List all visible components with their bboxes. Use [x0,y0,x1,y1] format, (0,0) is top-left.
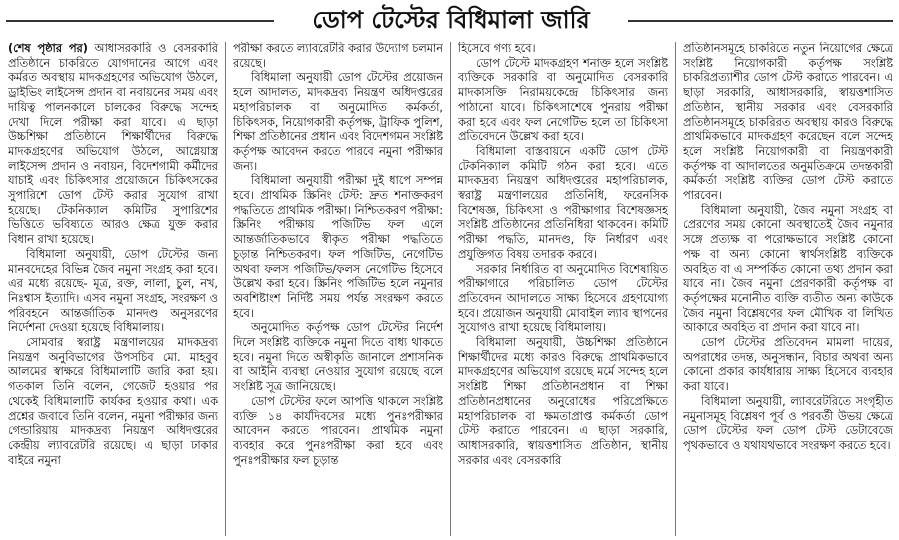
headline: ডোপ টেস্টের বিধিমালা জারি [312,6,590,34]
paragraph: বিধিমালা অনুযায়ী, ল্যাবরেটরিতে সংগৃহীত নমুনাসমূহ বিশ্লেষণ পূর্ব ও পরবর্তী উভয় ক্ষেত্রে ডোপ টেস্টের ফল ডোপ টেস্ট ডেটাবেজে পৃথকভাবে ও যথাযথভাবে সংরক্ষণ করতে হবে। [683,394,893,452]
paragraph: বিধিমালা অনুযায়ী পরীক্ষা দুই ধাপে সম্পন্ন হবে। প্রাথমিক স্ক্রিনিং টেস্ট: দ্রুত শনাক্তকরণ পদ্ধতিতে প্রাথমিক পরীক্ষা। নিশ্চিতকরণ পরীক্ষা: স্ক্রিনিং পরীক্ষায় পজিটিভ ফল এলে আন্তর্জাতিকভাবে স্বীকৃত পরীক্ষা পদ্ধতিতে চূড়ান্ত নিশ্চিতকরণ। ফল পজিটিভ, নেগেটিভ অথবা ফলস পজিটিভ/ফলস নেগেটিভ হিসেবে উল্লেখ করা হবে। স্ক্রিনিং পজিটিভ হলে নমুনার অবশিষ্টাংশ নির্দিষ্ট সময় পর্যন্ত সংরক্ষণ করতে হবে। [233,174,443,320]
paragraph: বিধিমালা অনুযায়ী ডোপ টেস্টের প্রয়োজন হলে আদালত, মাদকদ্রব্য নিয়ন্ত্রণ অধিদপ্তরের মহাপরিচালক বা অনুমোদিত কর্মকর্তা, চিকিৎসক, নিয়োগকারী কর্তৃপক্ষ, ট্রাফিক পুলিশ, শিক্ষা প্রতিষ্ঠানের প্রধান এবং বিদেশগমন সংশ্লিষ্ট কর্তৃপক্ষ আবেদন করতে পারবে নমুনা পরীক্ষার জন্য। [233,71,443,173]
column-3 [458,42,668,536]
column-divider [450,42,451,536]
headline-rule-left [6,20,274,22]
continuation-marker: (শেষ পৃষ্ঠার পর) [8,42,88,55]
headline-rule-right [628,20,893,22]
paragraph-text: আধাসরকারি ও বেসরকারি প্রতিষ্ঠানে চাকরিতে যোগদানের আগে এবং কর্মরত অবস্থায় মাদকগ্রহণের অভিযোগ উঠলে, ড্রাইভিং লাইসেন্স প্রদান বা নবায়নের সময় এবং দায়িত্ব পালনকালে চালকের বিরুদ্ধে সন্দেহ দেখা দিলে পরীক্ষা করা যাবে। এ ছাড়া উচ্চশিক্ষা প্রতিষ্ঠানে শিক্ষার্থীদের বিরুদ্ধে মাদকগ্রহণের অভিযোগ উঠলে, আগ্নেয়াস্ত্র লাইসেন্স প্রদান ও নবায়ন, বিদেশগামী কর্মীদের যাচাই এবং চিকিৎসার প্রয়োজনে চিকিৎসকের সুপারিশে ডোপ টেস্ট করার সুযোগ রাখা হয়েছে। টেকনিক্যাল কমিটির সুপারিশের ভিত্তিতে ভবিষ্যতে আরও ক্ষেত্র যুক্ত করার বিধান রাখা হয়েছে। [8,42,218,247]
paragraph: ডোপ টেস্টের ফলে আপত্তি থাকলে সংশ্লিষ্ট ব্যক্তি ১৪ কার্যদিবসের মধ্যে পুনঃপরীক্ষার আবেদন করতে পারবেন। প্রাথমিক নমুনা ব্যবহার করে পুনঃপরীক্ষা করা হবে এবং পুনঃপরীক্ষার ফল চূড়ান্ত [233,394,443,467]
column-divider [675,42,676,536]
column-divider [225,42,226,536]
paragraph: হিসেবে গণ্য হবে। [458,42,536,55]
paragraph: বিধিমালা অনুযায়ী, উচ্চশিক্ষা প্রতিষ্ঠানে শিক্ষার্থীদের মধ্যে কারও বিরুদ্ধে প্রাথমিকভাবে মাদকগ্রহণের অভিযোগ রয়েছে মর্মে সন্দেহ হলে সংশ্লিষ্ট শিক্ষা প্রতিষ্ঠানপ্রধান বা শিক্ষা প্রতিষ্ঠানপ্রধানের অনুরোধের পরিপ্রেক্ষিতে মহাপরিচালক বা ক্ষমতাপ্রাপ্ত কর্মকর্তা ডোপ টেস্ট করাতে পারবেন। এ ছাড়া সরকারি, আধাসরকারি, স্বায়ত্তশাসিত প্রতিষ্ঠান, স্থানীয় সরকার এবং বেসরকারি [458,336,668,467]
paragraph: পরীক্ষা করতে ল্যাবরেটরি করার উদ্যোগ চলমান রয়েছে। [233,42,443,70]
paragraph: বিধিমালা বাস্তবায়নে একটি ডোপ টেস্ট টেকনিক্যাল কমিটি গঠন করা হবে। এতে মাদকদ্রব্য নিয়ন্ত্রণ অধিদপ্তরের মহাপরিচালক, স্বরাষ্ট্র মন্ত্রণালয়ের প্রতিনিধি, ফরেনসিক বিশেষজ্ঞ, চিকিৎসা ও পরীক্ষাগার বিশেষজ্ঞসহ সংশ্লিষ্ট প্রতিষ্ঠানের প্রতিনিধিরা থাকবেন। কমিটি পরীক্ষা পদ্ধতি, মানদণ্ড, ফি নির্ধারণ এবং প্রযুক্তিগত বিষয় তদারক করবে। [458,144,668,261]
paragraph: সোমবার স্বরাষ্ট্র মন্ত্রণালয়ের মাদকদ্রব্য নিয়ন্ত্রণ অনুবিভাগের উপসচিব মো. মাহবুব আলমের স্বাক্ষরে বিধিমালাটি জারি করা হয়। গতকাল তিনি বলেন, গেজেট হওয়ার পর থেকেই বিধিমালাটি কার্যকর হওয়ার কথা। এক প্রশ্নের জবাবে তিনি বলেন, নমুনা পরীক্ষার জন্য গেন্ডারিয়ায় মাদকদ্রব্য নিয়ন্ত্রণ অধিদপ্তরের কেন্দ্রীয় ল্যাবরেটরি রয়েছে। এ ছাড়া ঢাকার বাইরে নমুনা [8,336,218,467]
article-body [8,42,893,536]
headline-bar [0,4,899,38]
paragraph [8,42,218,248]
column-4 [683,42,893,536]
paragraph: অনুমোদিত কর্তৃপক্ষ ডোপ টেস্টের নির্দেশ দিলে সংশ্লিষ্ট ব্যক্তিকে নমুনা দিতে বাধ্য থাকতে হবে। নমুনা দিতে অস্বীকৃতি জানালে প্রশাসনিক বা আইনি ব্যবস্থা নেওয়ার সুযোগ রয়েছে বলে সংশ্লিষ্ট সূত্র জানিয়েছে। [233,321,443,394]
paragraph: বিধিমালা অনুযায়ী, জৈব নমুনা সংগ্রহ বা প্রেরণের সময় কোনো অবস্থাতেই জৈব নমুনার সঙ্গে প্রত্যক্ষ বা পরোক্ষভাবে সংশ্লিষ্ট কোনো পক্ষ বা অন্য কোনো স্বার্থসংশ্লিষ্ট ব্যক্তিকে অবহিত বা এ সম্পর্কিত কোনো তথ্য প্রদান করা যাবে না। জৈব নমুনা প্রেরণকারী কর্তৃপক্ষ বা কর্তৃপক্ষের মনোনীত ব্যক্তি ব্যতীত অন্য কাউকে জৈব নমুনা বিশ্লেষণের ফল মৌখিক বা লিখিত আকারে অবহিত বা প্রদান করা যাবে না। [683,203,893,335]
column-1 [8,42,218,536]
column-2 [233,42,443,536]
paragraph: বিধিমালা অনুযায়ী, ডোপ টেস্টের জন্য মানবদেহের বিভিন্ন জৈব নমুনা সংগ্রহ করা হবে। এর মধ্যে রয়েছে- মূত্র, রক্ত, লালা, চুল, নখ, নিঃশ্বাস ইত্যাদি। এসব নমুনা সংগ্রহ, সংরক্ষণ ও পরিবহনে আন্তর্জাতিক মানদণ্ড অনুসরণের নির্দেশনা দেওয়া হয়েছে বিধিমালায়। [8,247,218,335]
paragraph: প্রতিষ্ঠানসমূহে চাকরিতে নতুন নিয়োগের ক্ষেত্রে সংশ্লিষ্ট নিয়োগকারী কর্তৃপক্ষ সংশ্লিষ্ট চাকরিপ্রত্যাশীর ডোপ টেস্ট করাতে পারবেন। এ ছাড়া সরকারি, আধাসরকারি, স্বায়ত্তশাসিত প্রতিষ্ঠান, স্থানীয় সরকার এবং বেসরকারি প্রতিষ্ঠানসমূহে চাকরিরত অবস্থায় কারও বিরুদ্ধে প্রাথমিকভাবে মাদকগ্রহণ করেছেন বলে সন্দেহ হলে সংশ্লিষ্ট নিয়োগকারী বা নিয়ন্ত্রণকারী কর্তৃপক্ষ বা আদালতের অনুমতিক্রমে তদন্তকারী কর্মকর্তা সংশ্লিষ্ট ব্যক্তির ডোপ টেস্ট করাতে পারবেন। [683,42,893,203]
paragraph: ডোপ টেস্টের প্রতিবেদন মামলা দায়ের, অপরাধের তদন্ত, অনুসন্ধান, বিচার অথবা অন্য কোনো প্রকার কার্যধারায় সাক্ষ্য হিসেবে ব্যবহার করা যাবে। [683,336,893,394]
paragraph: ডোপ টেস্টে মাদকগ্রহণ শনাক্ত হলে সংশ্লিষ্ট ব্যক্তিকে সরকারি বা অনুমোদিত বেসরকারি মাদকাসক্তি নিরাময়কেন্দ্রে চিকিৎসার জন্য পাঠানো যাবে। চিকিৎসাশেষে পুনরায় পরীক্ষা করা হবে এবং ফল নেগেটিভ হলে তা চিকিৎসা প্রতিবেদনে উল্লেখ করা হবে। [458,56,668,144]
paragraph: সরকার নির্ধারিত বা অনুমোদিত বিশেষায়িত পরীক্ষাগারে পরিচালিত ডোপ টেস্টের প্রতিবেদন আদালতে সাক্ষ্য হিসেবে গ্রহণযোগ্য হবে। প্রয়োজন অনুযায়ী মোবাইল ল্যাব স্থাপনের সুযোগও রাখা হয়েছে বিধিমালায়। [458,262,668,335]
